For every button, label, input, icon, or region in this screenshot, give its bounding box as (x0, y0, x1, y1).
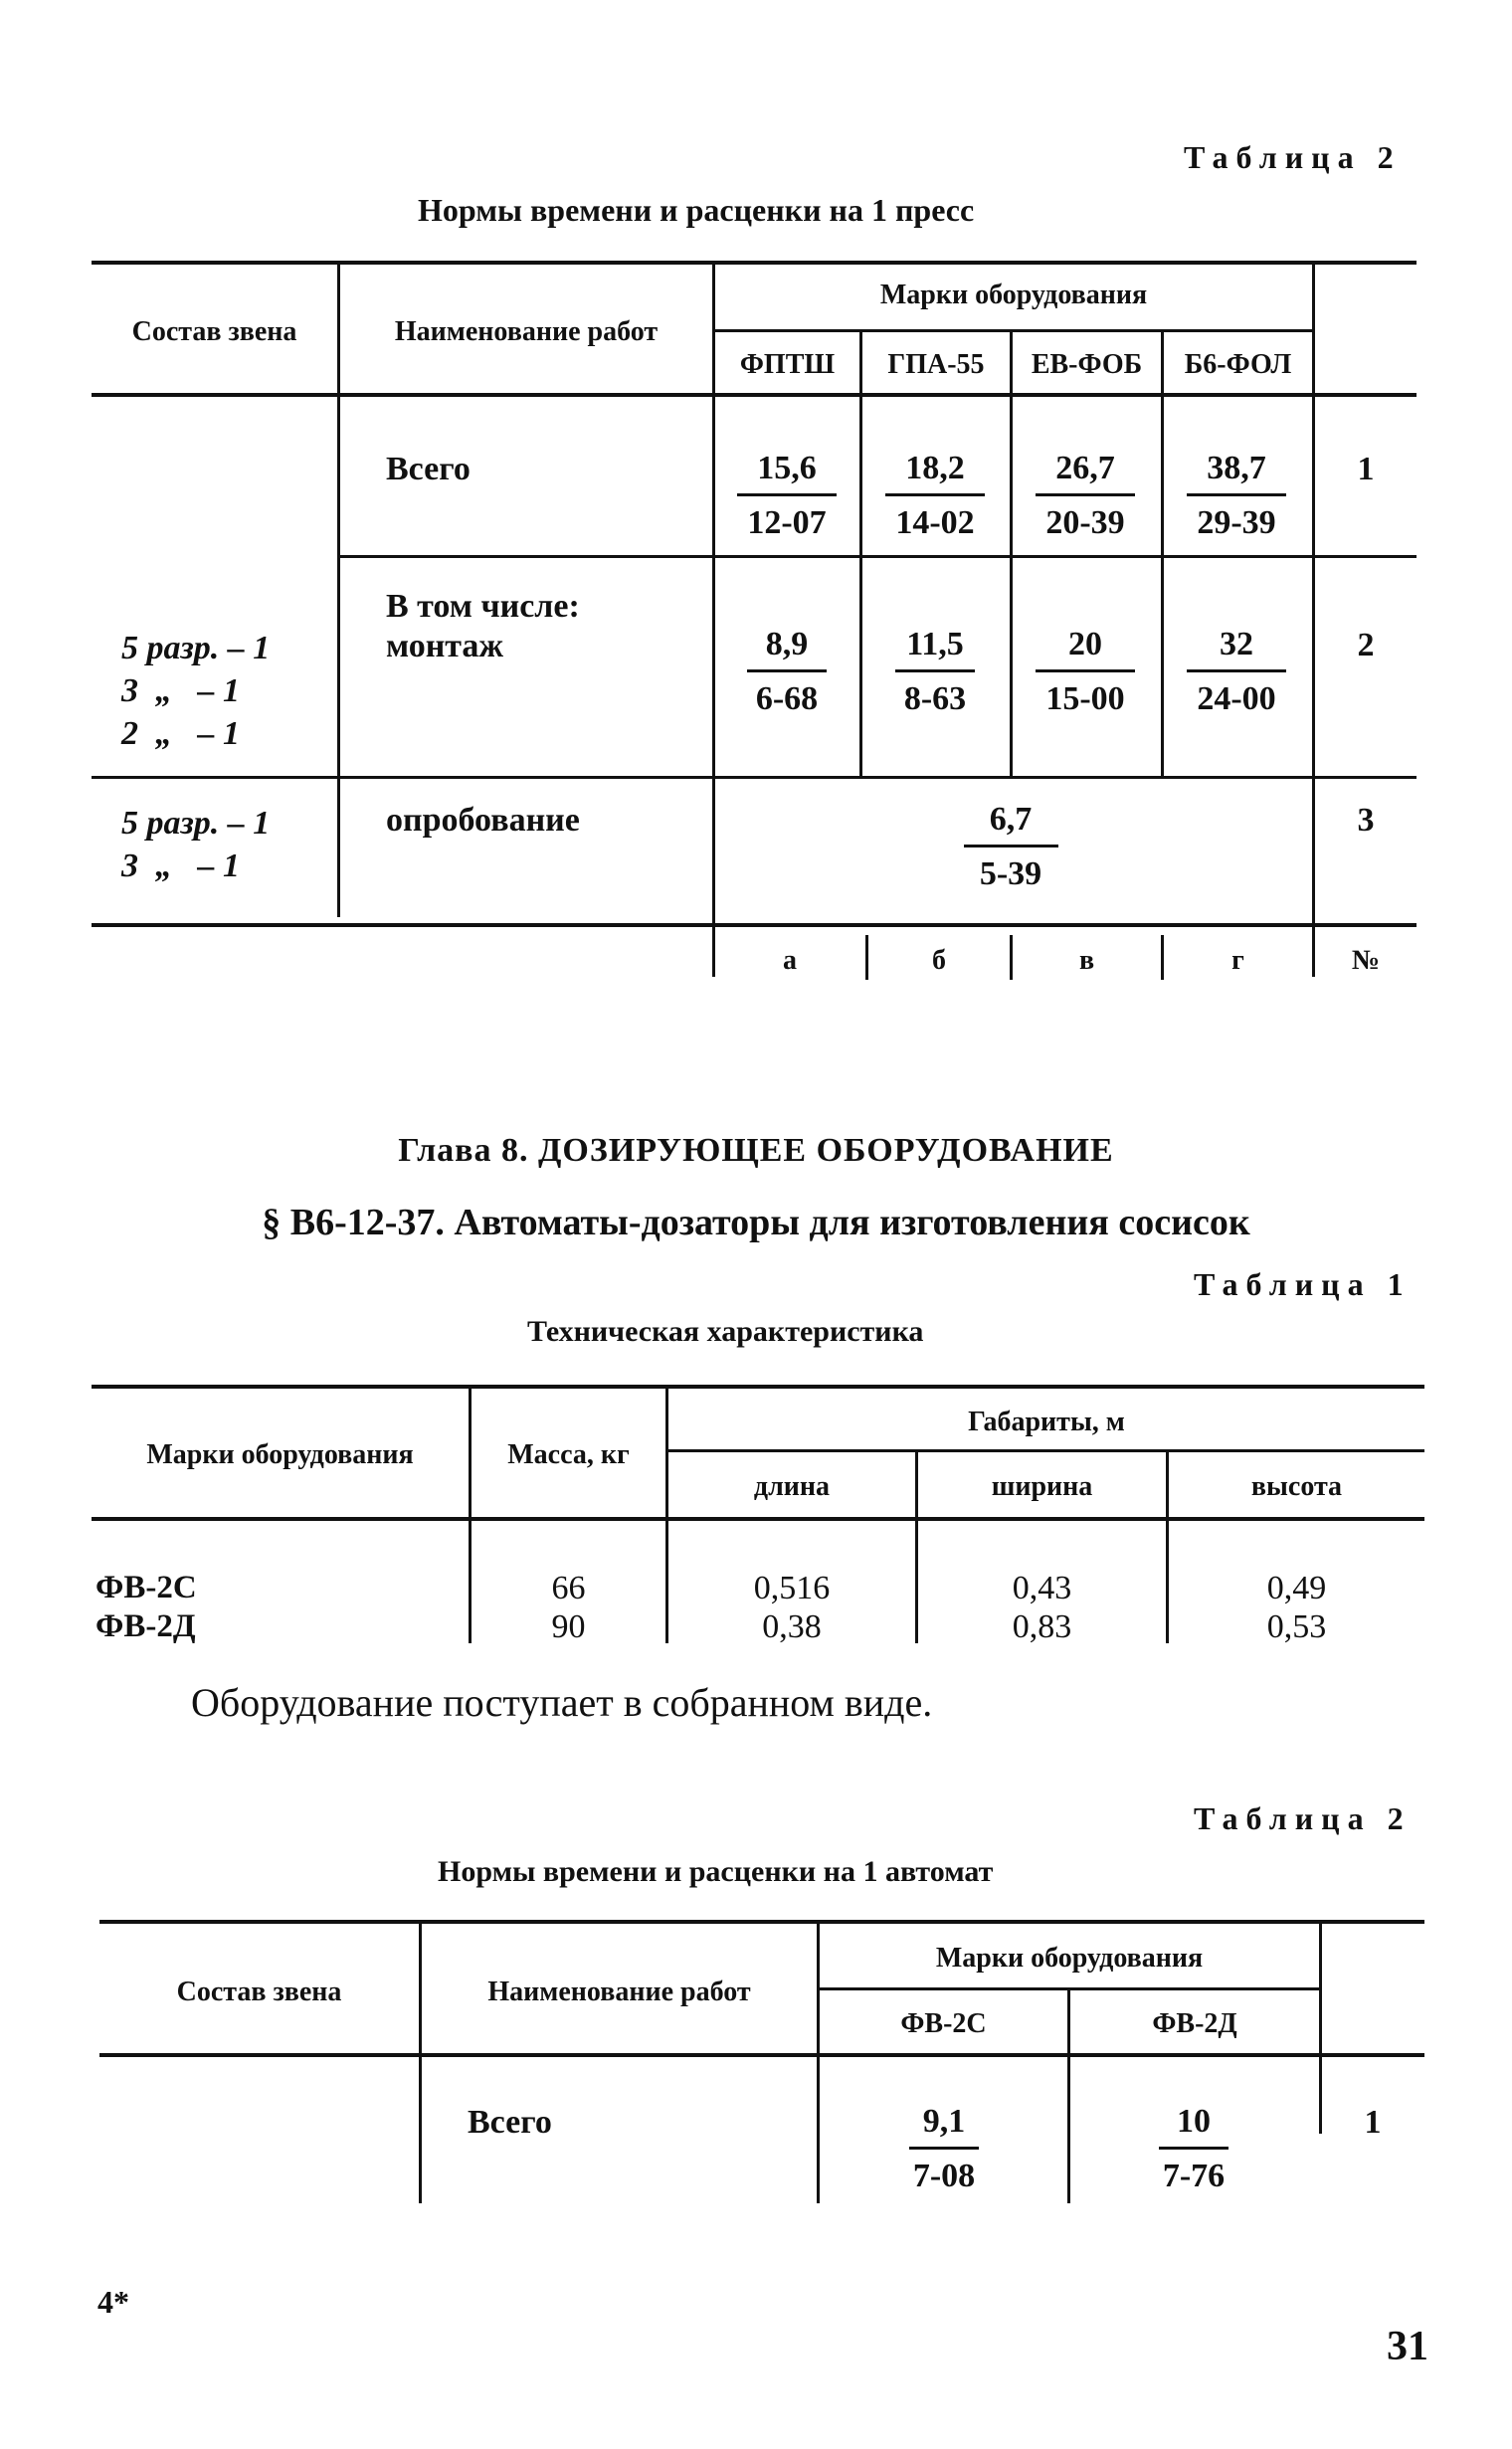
page-number: 31 (1387, 2324, 1428, 2369)
signature-mark: 4* (97, 2284, 129, 2320)
norm-fraction: 26,7 20-39 (1030, 448, 1141, 544)
header-height: высота (1250, 1471, 1343, 1502)
column-letter: б (932, 945, 946, 976)
work-name: Всего (386, 451, 471, 487)
column-letter: № (1351, 945, 1381, 976)
header-brand: Марки оборудования (146, 1439, 414, 1470)
column-letter: в (1078, 945, 1095, 976)
norm-fraction: 18,2 14-02 (879, 448, 991, 544)
brand-cell: ФВ-2Д (95, 1608, 196, 1644)
header-brands: Марки оборудования (935, 1943, 1204, 1974)
header-width: ширина (991, 1471, 1093, 1502)
norm-fraction: 6,7 5-39 (955, 799, 1066, 895)
header-dimensions: Габариты, м (968, 1407, 1125, 1437)
row-number: 3 (1357, 802, 1375, 839)
brand-header: ФПТШ (739, 349, 836, 380)
length-cell: 0,38 (762, 1608, 822, 1645)
table-caption: Таблица 2 (1194, 1800, 1412, 1836)
row-number: 2 (1357, 627, 1375, 663)
table-title: Техническая характеристика (527, 1315, 924, 1348)
column-letter: а (783, 945, 797, 976)
header-length: длина (753, 1471, 831, 1502)
header-brands: Марки оборудования (879, 280, 1148, 310)
header-work: Наименование работ (487, 1977, 751, 2007)
chapter-title: Глава 8. ДОЗИРУЮЩЕЕ ОБОРУДОВАНИЕ (398, 1132, 1114, 1169)
brand-header: ГПА-55 (887, 349, 985, 380)
brand-header: ФВ-2Д (1152, 2008, 1237, 2039)
norm-fraction: 10 7-76 (1138, 2101, 1249, 2197)
row-number: 1 (1357, 451, 1375, 487)
norm-fraction: 9,1 7-08 (888, 2101, 1000, 2197)
norm-fraction: 15,6 12-07 (731, 448, 843, 544)
length-cell: 0,516 (753, 1570, 831, 1606)
work-name: опробование (386, 802, 580, 839)
norm-fraction: 38,7 29-39 (1181, 448, 1292, 544)
header-work: Наименование работ (394, 316, 659, 347)
row-number: 1 (1364, 2104, 1382, 2141)
brand-header: ФВ-2С (900, 2008, 987, 2039)
width-cell: 0,83 (1012, 1608, 1072, 1645)
norm-fraction: 20 15-00 (1030, 624, 1141, 720)
section-title: § В6-12-37. Автоматы-дозаторы для изготовления сосисок (262, 1202, 1250, 1243)
column-letter: г (1231, 945, 1244, 976)
width-cell: 0,43 (1012, 1570, 1072, 1606)
height-cell: 0,49 (1266, 1570, 1327, 1606)
table-caption: Таблица 1 (1194, 1266, 1412, 1302)
table-title: Нормы времени и расценки на 1 автомат (438, 1855, 994, 1888)
work-name: Всего (468, 2104, 552, 2141)
note-text: Оборудование поступает в собранном виде. (191, 1680, 933, 1725)
brand-header: ЕВ-ФОБ (1031, 349, 1143, 380)
norm-fraction: 11,5 8-63 (879, 624, 991, 720)
brand-header: Б6-ФОЛ (1184, 349, 1292, 380)
mass-cell: 66 (551, 1570, 586, 1606)
header-mass: Масса, кг (507, 1439, 630, 1470)
height-cell: 0,53 (1266, 1608, 1327, 1645)
crew-composition: 5 разр. – 1 3 „ – 1 (121, 805, 271, 884)
norm-fraction: 8,9 6-68 (731, 624, 843, 720)
mass-cell: 90 (551, 1608, 586, 1645)
crew-composition: 5 разр. – 1 3 „ – 1 2 „ – 1 (121, 630, 271, 752)
work-name: В том числе: монтаж (386, 588, 580, 664)
norm-fraction: 32 24-00 (1181, 624, 1292, 720)
brand-cell: ФВ-2С (95, 1570, 197, 1605)
table-caption: Таблица 2 (1184, 139, 1402, 175)
header-crew: Состав звена (131, 316, 297, 347)
table-title: Нормы времени и расценки на 1 пресс (418, 192, 975, 228)
header-crew: Состав звена (176, 1977, 342, 2007)
